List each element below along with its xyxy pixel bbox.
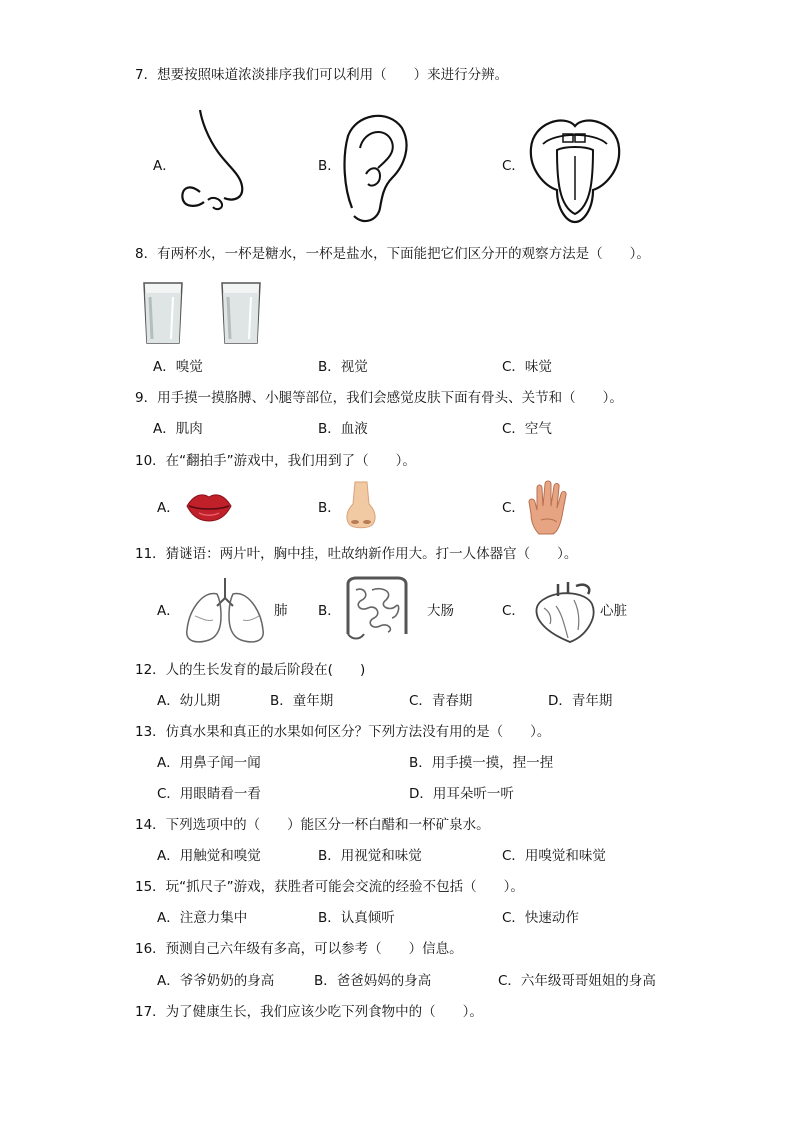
q11-option-a-word: 肺 bbox=[274, 603, 288, 619]
q13-option-a: A．用鼻子闻一闻 bbox=[157, 755, 261, 771]
q15-option-c: C．快速动作 bbox=[502, 910, 579, 926]
q8-option-c: C．味觉 bbox=[502, 359, 552, 375]
q9-option-b: B．血液 bbox=[318, 421, 368, 437]
question-17-stem: 17．为了健康生长，我们应该少吃下列食物中的（ ）。 bbox=[135, 1004, 483, 1020]
q8-option-b: B．视觉 bbox=[318, 359, 368, 375]
nose-icon bbox=[343, 480, 379, 530]
q15-option-a: A．注意力集中 bbox=[157, 910, 248, 926]
q11-option-c: C． bbox=[502, 603, 525, 619]
q10-option-b: B． bbox=[318, 500, 341, 516]
q7-option-b: B． bbox=[318, 158, 341, 174]
q14-option-c: C．用嗅觉和味觉 bbox=[502, 848, 606, 864]
q12-option-a: A．幼儿期 bbox=[157, 693, 221, 709]
hand-icon bbox=[527, 480, 571, 536]
tongue-icon bbox=[525, 110, 625, 225]
q11-option-a: A． bbox=[157, 603, 180, 619]
q13-option-d: D．用耳朵听一听 bbox=[409, 786, 514, 802]
question-10-stem: 10．在“翻拍手”游戏中，我们用到了（ ）。 bbox=[135, 453, 416, 469]
q9-option-c: C．空气 bbox=[502, 421, 552, 437]
question-16-stem: 16．预测自己六年级有多高，可以参考（ ）信息。 bbox=[135, 941, 463, 957]
heart-icon bbox=[530, 578, 600, 644]
q7-option-a: A． bbox=[153, 158, 176, 174]
q16-option-b: B．爸爸妈妈的身高 bbox=[314, 973, 432, 989]
intestine-icon bbox=[342, 576, 412, 642]
question-15-stem: 15．玩“抓尺子”游戏，获胜者可能会交流的经验不包括（ ）。 bbox=[135, 879, 524, 895]
q7-option-c: C． bbox=[502, 158, 525, 174]
q16-option-a: A．爷爷奶奶的身高 bbox=[157, 973, 275, 989]
q12-option-b: B．童年期 bbox=[270, 693, 334, 709]
question-12-stem: 12．人的生长发育的最后阶段在( ) bbox=[135, 662, 366, 678]
question-11-stem: 11．猜谜语：两片叶，胸中挂，吐故纳新作用大。打一人体器官（ ）。 bbox=[135, 546, 578, 562]
nose-icon bbox=[178, 108, 248, 213]
q10-option-c: C． bbox=[502, 500, 525, 516]
q13-option-c: C．用眼睛看一看 bbox=[157, 786, 261, 802]
water-glass-icon bbox=[220, 281, 262, 345]
question-7-stem: 7．想要按照味道浓淡排序我们可以利用（ ）来进行分辨。 bbox=[135, 67, 509, 83]
q12-option-d: D．青年期 bbox=[548, 693, 613, 709]
q16-option-c: C．六年级哥哥姐姐的身高 bbox=[498, 973, 656, 989]
q13-option-b: B．用手摸一摸，捏一捏 bbox=[409, 755, 554, 771]
q15-option-b: B．认真倾听 bbox=[318, 910, 395, 926]
q11-option-b-word: 大肠 bbox=[427, 603, 454, 619]
q14-option-b: B．用视觉和味觉 bbox=[318, 848, 422, 864]
q14-option-a: A．用触觉和嗅觉 bbox=[157, 848, 261, 864]
q11-option-b: B． bbox=[318, 603, 341, 619]
q11-option-c-word: 心脏 bbox=[600, 603, 627, 619]
question-14-stem: 14．下列选项中的（ ）能区分一杯白醋和一杯矿泉水。 bbox=[135, 817, 490, 833]
q12-option-c: C．青春期 bbox=[409, 693, 473, 709]
question-13-stem: 13．仿真水果和真正的水果如何区分？下列方法没有用的是（ ）。 bbox=[135, 724, 551, 740]
ear-icon bbox=[340, 108, 410, 226]
lips-icon bbox=[185, 490, 233, 522]
question-8-stem: 8．有两杯水，一杯是糖水，一杯是盐水，下面能把它们区分开的观察方法是（ ）。 bbox=[135, 246, 650, 262]
q8-option-a: A．嗅觉 bbox=[153, 359, 203, 375]
lungs-icon bbox=[183, 576, 267, 646]
water-glass-icon bbox=[142, 281, 184, 345]
q9-option-a: A．肌肉 bbox=[153, 421, 203, 437]
q10-option-a: A． bbox=[157, 500, 180, 516]
question-9-stem: 9．用手摸一摸胳膊、小腿等部位，我们会感觉皮肤下面有骨头、关节和（ ）。 bbox=[135, 390, 623, 406]
